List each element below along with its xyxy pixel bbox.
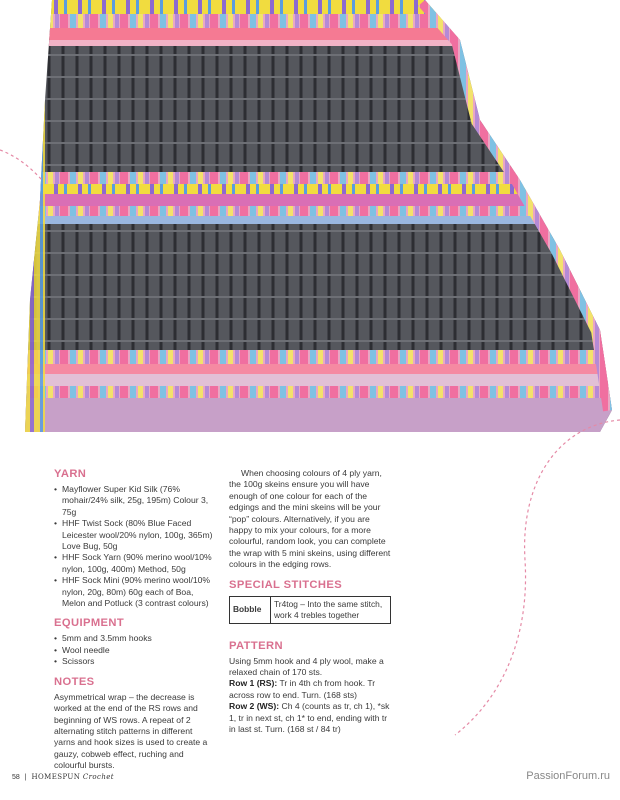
page-footer xyxy=(12,773,114,781)
list-item: • HHF Sock Mini (90% merino wool/10% nylon, 20g, 80m) 60g each of Boa, Melon and Potluck (3 contrast colours) xyxy=(54,575,214,609)
list-item: • Wool needle xyxy=(54,645,214,656)
page-number: 58 xyxy=(12,774,20,781)
table-row xyxy=(230,596,391,623)
yarn-list xyxy=(54,484,214,609)
equipment-list xyxy=(54,633,214,667)
list-item: • Mayflower Super Kid Silk (76% mohair/24% silk, 25g, 195m) Colour 3, 75g xyxy=(54,484,214,518)
list-item: • Scissors xyxy=(54,656,214,667)
stitch-definition: Tr4tog – Into the same stitch, work 4 trebles together xyxy=(271,596,391,623)
brand-name: HOMESPUN xyxy=(31,773,81,781)
list-item: • HHF Sock Yarn (90% merino wool/10% nylon, 100g, 400m) Method, 50g xyxy=(54,552,214,575)
yarn-heading: YARN xyxy=(54,468,87,480)
pattern-intro: Using 5mm hook and 4 ply wool, make a relaxed chain of 170 sts. xyxy=(229,655,384,678)
row-label: Row 2 (WS): xyxy=(229,701,280,712)
equipment-heading: EQUIPMENT xyxy=(54,617,125,630)
list-item: • 5mm and 3.5mm hooks xyxy=(54,633,214,644)
pattern-row-2 xyxy=(229,701,392,735)
row-text: Ch 4 (counts as tr, ch 1), *sk 1, tr in next st, ch 1* to end, ending with tr in last st. Turn. (168 st / 84 tr) xyxy=(229,701,390,735)
stitch-term: Bobble xyxy=(230,596,271,623)
pattern-row-1 xyxy=(229,678,392,701)
footer-separator: | xyxy=(24,774,27,781)
special-stitches-heading: SPECIAL STITCHES xyxy=(229,578,343,591)
notes-text: Asymmetrical wrap – the decrease is worked at the end of the RS rows and beginning of WS rows. A repeat of 2 alternating stitch patterns in different yarns and hook sizes is used to create a gauzy, cobweb effect, ruching and colourful bursts. xyxy=(54,691,208,771)
brand-sub: Crochet xyxy=(82,773,115,781)
row-text: Tr in 4th ch from hook. Tr across row to end. Turn. (168 sts) xyxy=(229,678,376,700)
notes-heading: NOTES xyxy=(54,675,95,688)
watermark: PassionForum.ru xyxy=(526,770,610,782)
row-label: Row 1 (RS): xyxy=(229,678,278,689)
pattern-heading: PATTERN xyxy=(229,639,283,652)
right-column xyxy=(229,468,392,736)
list-item: • HHF Twist Sock (80% Blue Faced Leicester wool/20% nylon, 100g, 365m) Love Bug, 50g xyxy=(54,518,214,552)
intro-text: When choosing colours of 4 ply yarn, the 100g skeins ensure you will have enough of one colour for each of the edgings and the mini skeins will be your “pop” colours. Alternatively, if you are happy to mix your colours, for a more colourful, random look, you can complete the wrap with 5 mini skeins, using different colours in the edging rows. xyxy=(229,468,391,570)
special-stitches-table xyxy=(229,596,391,624)
magazine-brand xyxy=(32,773,114,781)
left-column xyxy=(54,468,214,772)
